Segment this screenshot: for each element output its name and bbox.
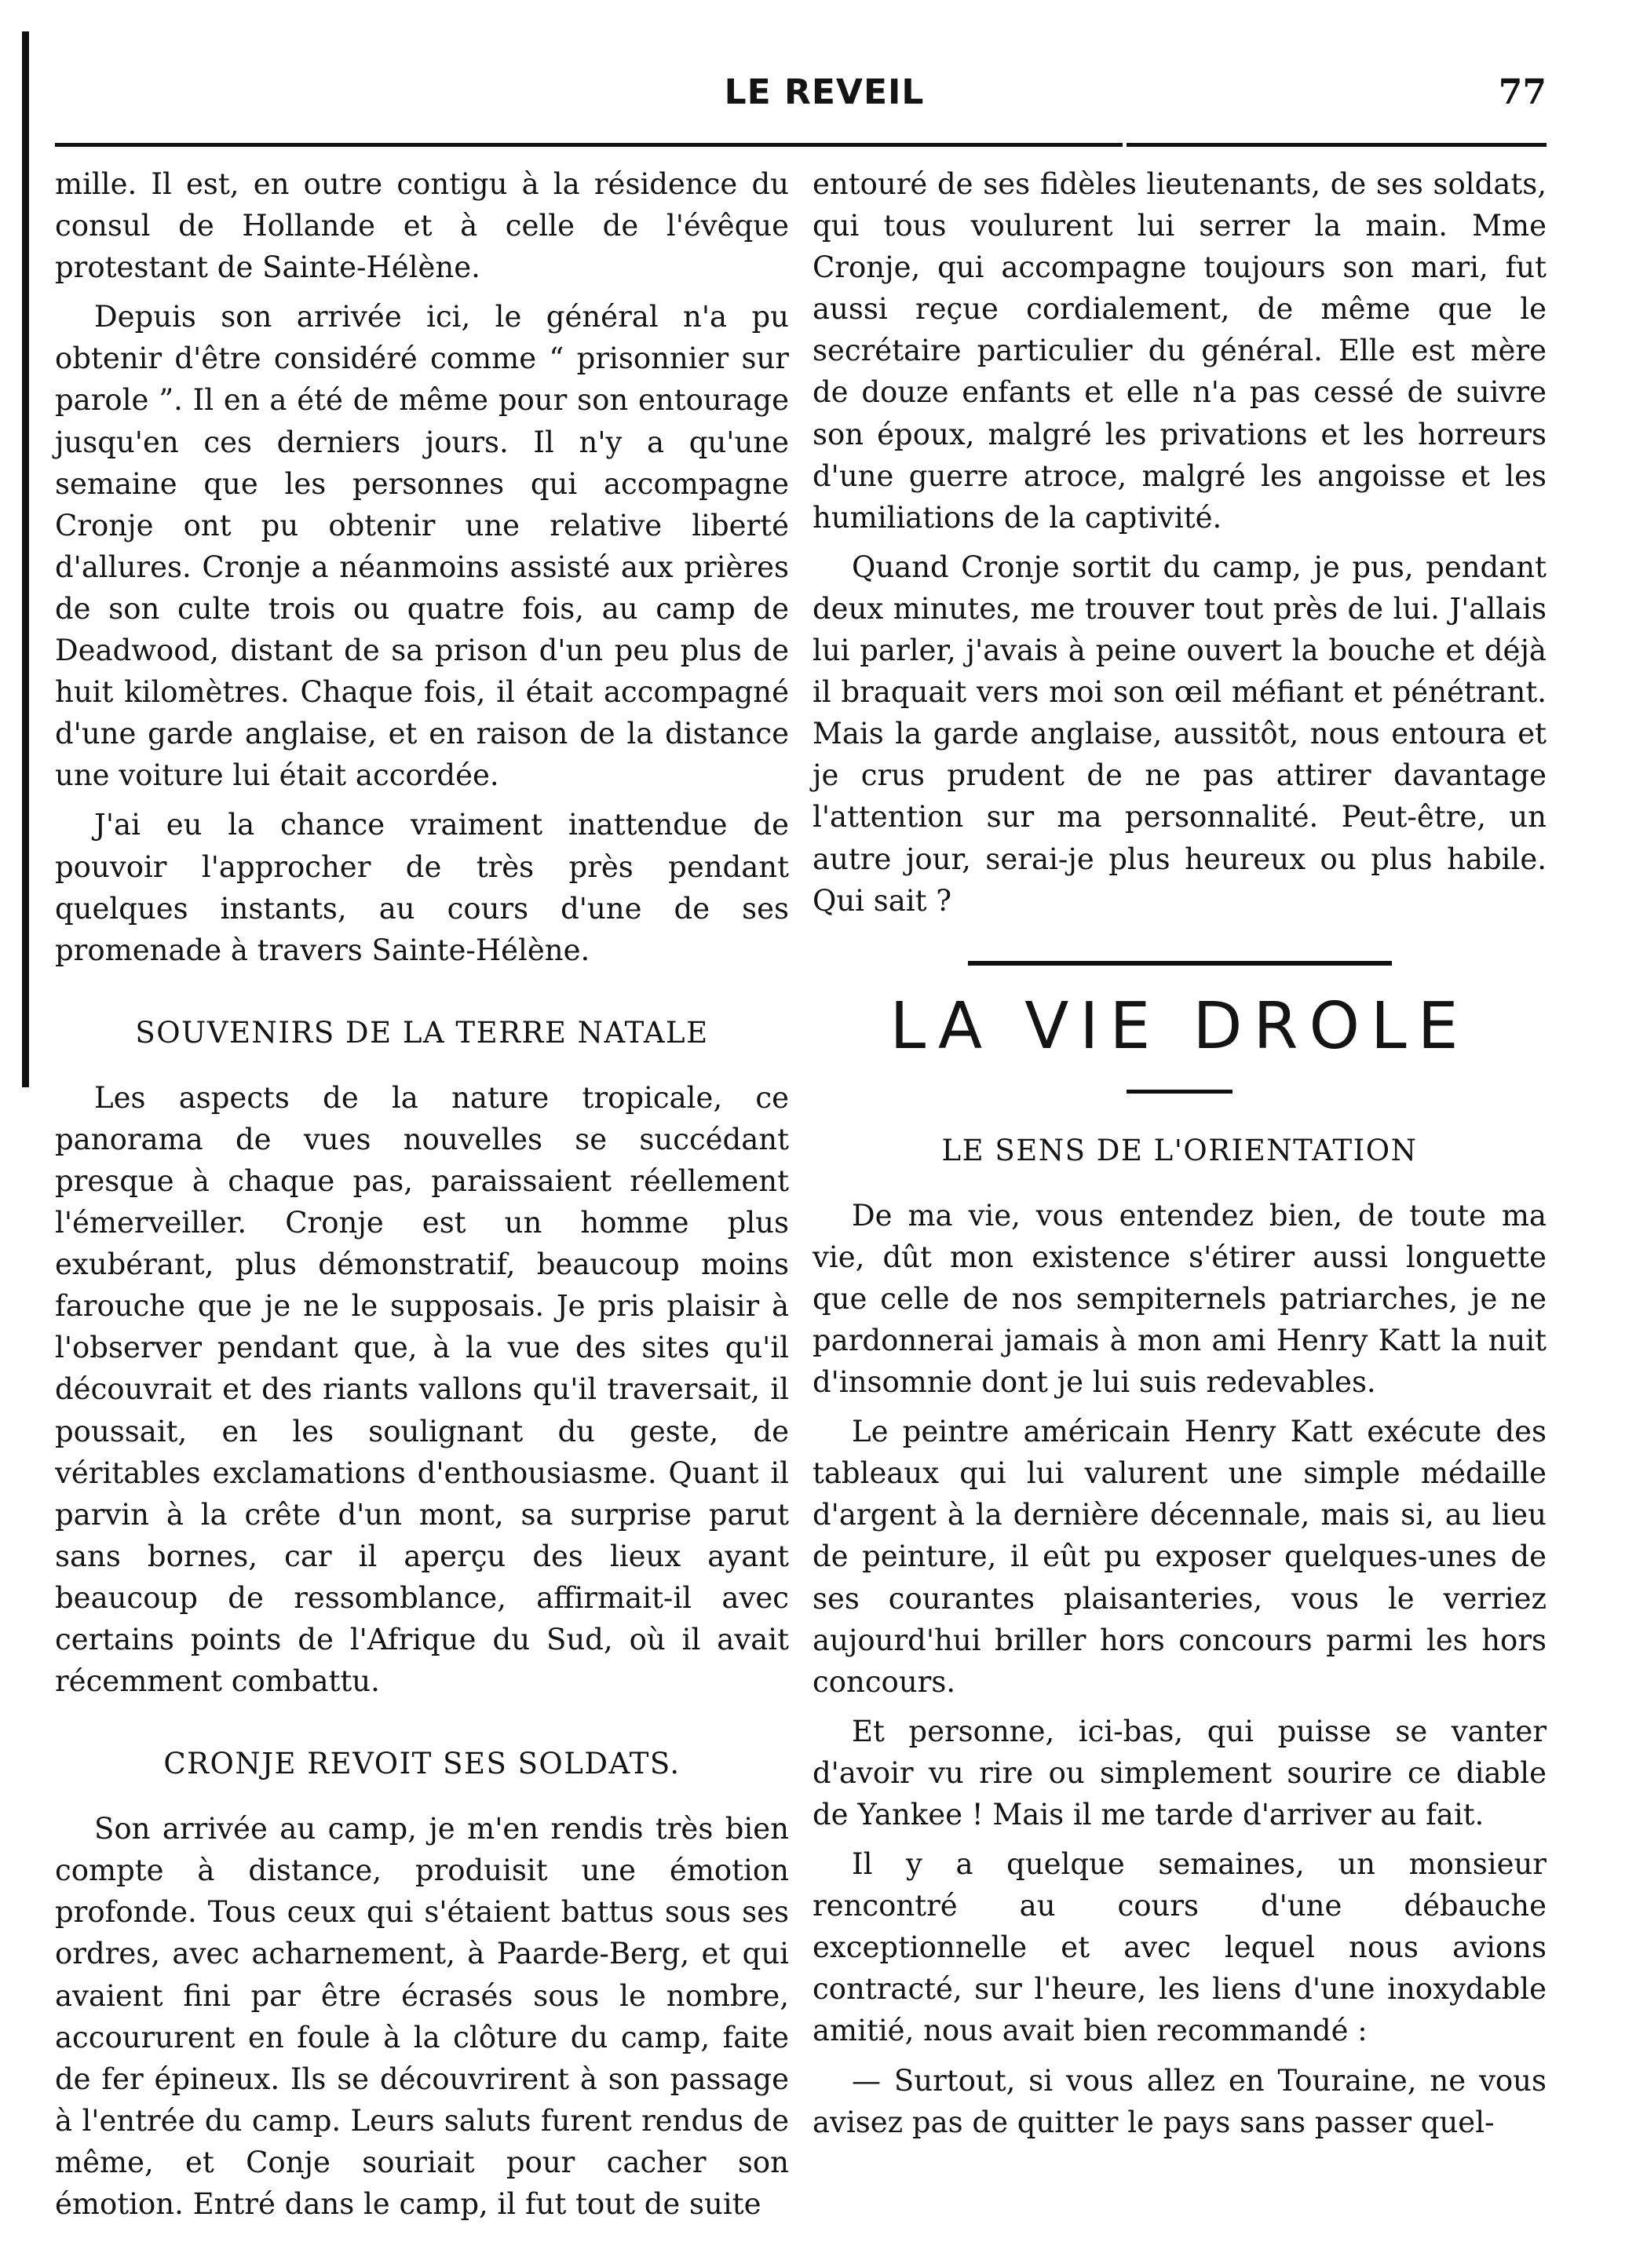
paragraph: J'ai eu la chance vraiment inattendue de pouvoir l'approcher de très près pendant quelques instants, au cours d'une de ses promenade à travers Sainte-Hélène. <box>55 808 789 967</box>
paragraph: Et personne, ici-bas, qui puisse se vanter d'avoir vu rire ou simplement sourire ce diable de Yankee ! Mais il me tarde d'arriver au fait. <box>813 1714 1547 1832</box>
paragraph: Quand Cronje sortit du camp, je pus, pendant deux minutes, me trouver tout près de lui. J'allais lui parler, j'avais à peine ouvert la bouche et déjà il braquait vers moi son œil méfiant et pénétrant. Mais la garde anglaise, aussitôt, nous entoura et je crus prudent de ne pas attirer davantage l'attention sur ma personnalité. Peut-être, un autre jour, serai-je plus heureux ou plus habile. Qui sait ? <box>813 550 1547 918</box>
paragraph: mille. Il est, en outre contigu à la résidence du consul de Hollande et à celle de l'évêque protestant de Sainte-Hélène. <box>55 167 789 285</box>
paragraph: De ma vie, vous entendez bien, de toute ma vie, dût mon existence s'étirer aussi longuette que celle de nos sempiternels patriarches, je ne pardonnerai jamais à mon ami Henry Katt la nuit d'insomnie dont je lui suis redevables. <box>813 1198 1547 1400</box>
paragraph: Il y a quelque semaines, un monsieur rencontré au cours d'une débauche exceptionnelle et avec lequel nous avions contracté, sur l'heure, les liens d'une inoxydable amitié, nous avait bien recommandé : <box>813 1847 1547 2048</box>
paragraph: Son arrivée au camp, je m'en rendis très bien compte à distance, produisit une émotion profonde. Tous ceux qui s'étaient battus sous ses ordres, avec acharnement, à Paarde-Berg, et qui avaient fini par être écrasés sous le nombre, accoururent en foule à la clôture du camp, faite de fer épineux. Ils se découvrirent à son passage à l'entrée du camp. Leurs saluts furent rendus de même, et Conje souriait pour cacher son émotion. Entré dans le camp, il fut tout de suite <box>55 1812 789 2222</box>
header-rule-right <box>1127 143 1547 147</box>
section-heading: LE SENS DE L'ORIENTATION <box>941 1133 1418 1167</box>
feature-title: LA VIE DROLE <box>889 988 1470 1064</box>
paragraph: entouré de ses fidèles lieutenants, de ses soldats, qui tous voulurent lui serrer la main. Mme Cronje, qui accompagne toujours son mari, fut aussi reçue cordialement, de même que le secrétaire particulier du général. Elle est mère de douze enfants et elle n'a pas cessé de suivre son époux, malgré les privations et les horreurs d'une guerre atroce, malgré les angoisse et les humiliations de la captivité. <box>813 167 1547 535</box>
section-heading: CRONJE REVOIT SES SOLDATS. <box>163 1747 681 1781</box>
page-number: 77 <box>1498 72 1547 112</box>
binding-edge-rule <box>22 31 29 1087</box>
section-heading: SOUVENIRS DE LA TERRE NATALE <box>135 1015 709 1050</box>
paragraph: Le peintre américain Henry Katt exécute des tableaux qui lui valurent une simple médaille d'argent à la dernière décennale, mais si, au lieu de peinture, il eût pu exposer quelques-unes de ses courantes plaisanteries, vous le verriez aujourd'hui briller hors concours parmi les hors concours. <box>813 1415 1547 1699</box>
right-column <box>813 163 1547 2151</box>
left-column <box>55 163 789 2233</box>
paragraph: Les aspects de la nature tropicale, ce panorama de vues nouvelles se succédant presque à chaque pas, paraissaient réellement l'émerveiller. Cronje est un homme plus exubérant, plus démonstratif, beaucoup moins farouche que je ne le supposais. Je pris plaisir à l'observer pendant que, à la vue des sites qu'il découvrait et des riants vallons qu'il traversait, il poussait, en les soulignant du geste, de véritables exclamations d'enthousiasme. Quant il parvin à la crête d'un mont, sa surprise parut sans bornes, car il aperçu des lieux ayant beaucoup de ressomblance, affirmait-il avec certains points de l'Afrique du Sud, où il avait récemment combattu. <box>55 1080 789 1699</box>
paragraph: Depuis son arrivée ici, le général n'a pu obtenir d'être considéré comme “ prisonnier sur parole ”. Il en a été de même pour son entourage jusqu'en ces derniers jours. Il n'y a qu'une semaine que les personnes qui accompagne Cronje ont pu obtenir une relative liberté d'allures. Cronje a néanmoins assisté aux prières de son culte trois ou quatre fois, au camp de Deadwood, distant de sa prison d'un peu plus de huit kilomètres. Chaque fois, il était accompagné d'une garde anglaise, et en raison de la distance une voiture lui était accordée. <box>55 300 789 793</box>
paragraph: — Surtout, si vous allez en Touraine, ne vous avisez pas de quitter le pays sans passer quel- <box>813 2063 1547 2139</box>
title-rule-bottom <box>1127 1090 1233 1094</box>
header-rule-left <box>55 143 1123 147</box>
title-rule-top <box>968 961 1392 966</box>
running-title: LE REVEIL <box>724 72 925 112</box>
